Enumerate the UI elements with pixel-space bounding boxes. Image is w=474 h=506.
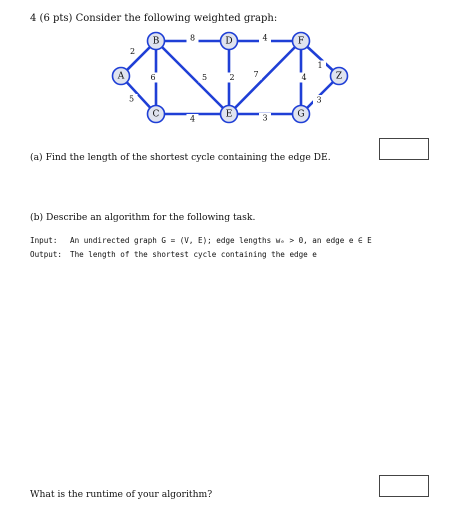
output-key: Output: [30,250,63,259]
part-a-answer-box[interactable] [379,138,429,160]
node-label-b: B [152,36,160,47]
edge-weight-be: 5 [201,73,208,82]
runtime-answer-box[interactable] [379,475,429,497]
edge-fe [229,41,301,114]
node-label-f: F [297,36,305,47]
edge-weight-bd: 8 [189,33,196,43]
node-label-g: G [297,109,305,120]
node-label-d: D [225,36,233,47]
edge-weight-fg: 4 [301,73,307,82]
edge-weight-gz: 3 [316,95,322,105]
edge-weight-de: 2 [229,73,235,82]
edge-weight-fe: 7 [253,70,259,79]
edge-weight-bc: 6 [150,73,156,82]
edge-weight-ab: 2 [129,47,136,56]
edge-be [156,41,229,114]
output-spec [30,250,317,259]
weighted-graph-diagram [0,0,474,130]
edge-weight-df: 4 [262,33,268,43]
part-b-question: (b) Describe an algorithm for the following task. [30,212,256,223]
edge-weight-ac: 5 [128,94,135,104]
node-label-c: C [152,109,160,120]
node-label-e: E [225,109,233,120]
input-spec [30,236,372,245]
problem-heading: 4 (6 pts) Consider the following weighted graph: [30,13,278,24]
runtime-question: What is the runtime of your algorithm? [30,489,213,500]
part-a-question: (a) Find the length of the shortest cycle containing the edge DE. [30,152,331,163]
output-text: The length of the shortest cycle containing the edge e [70,250,317,259]
input-key: Input: [30,236,58,245]
node-label-a: A [117,71,125,82]
edge-weight-eg: 3 [262,113,268,123]
edge-weight-fz: 1 [317,61,323,70]
edge-weight-ce: 4 [189,114,196,124]
input-text: An undirected graph G = (V, E); edge lengths wₑ > 0, an edge e ∈ E [70,236,372,245]
node-label-z: Z [335,71,343,82]
